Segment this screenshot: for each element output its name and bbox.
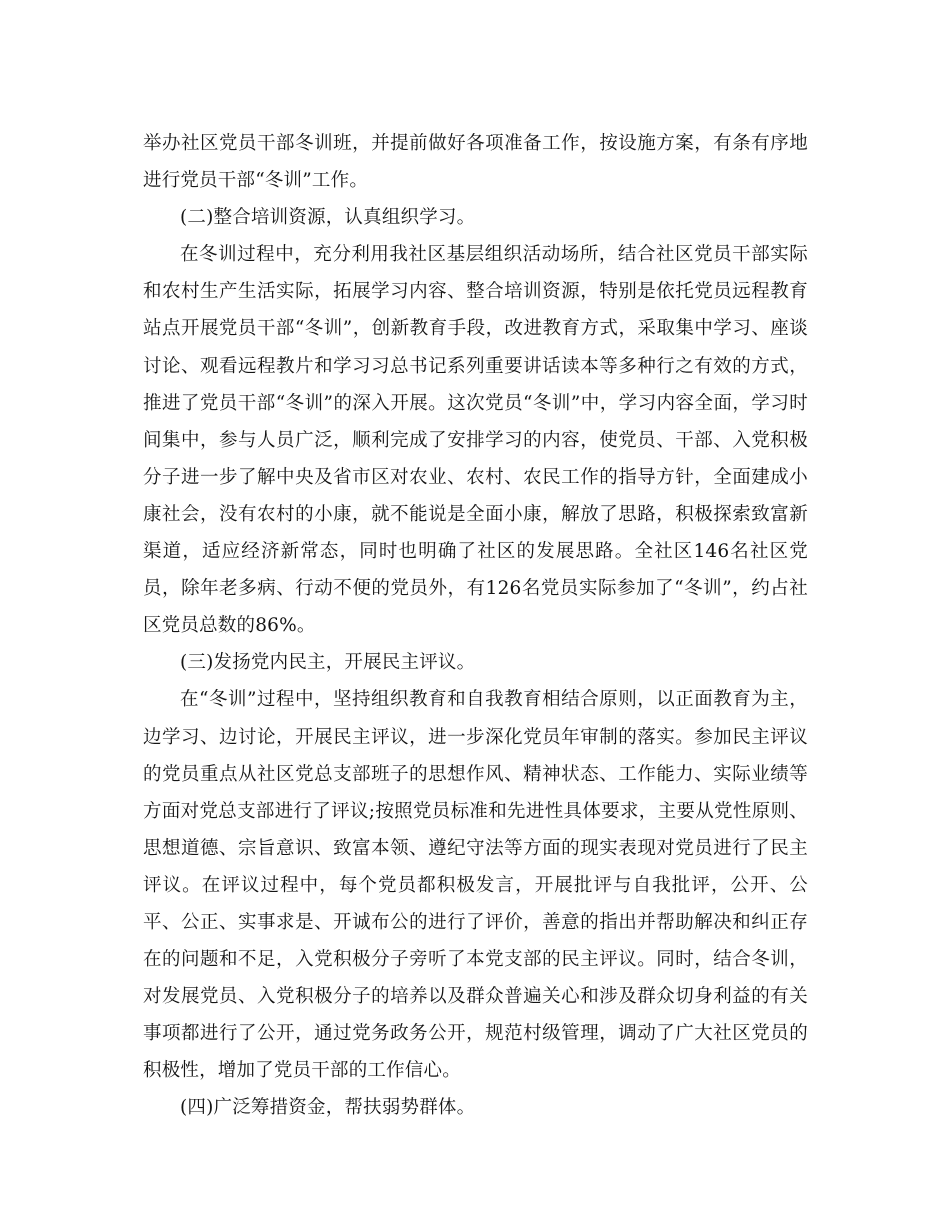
section-heading-2: (二)整合培训资源，认真组织学习。 bbox=[180, 207, 476, 229]
section-heading-3: (三)发扬党内民主，开展民主评议。 bbox=[180, 652, 476, 674]
document-body bbox=[143, 125, 808, 1127]
paragraph-continuation: 举办社区党员干部冬训班，并提前做好各项准备工作，按设施方案，有条有序地进行党员干部“冬训”工作。 bbox=[143, 133, 808, 192]
paragraph-democratic-review: 在“冬训”过程中，坚持组织教育和自我教育相结合原则，以正面教育为主，边学习、边讨论，开展民主评议，进一步深化党员年审制的落实。参加民主评议的党员重点从社区党总支部班子的思想作风、精神状态、工作能力、实际业绩等方面对党总支部进行了评议;按照党员标准和先进性具体要求，主要从党性原则、思想道德、宗旨意识、致富本领、遵纪守法等方面的现实表现对党员进行了民主评议。在评议过程中，每个党员都积极发言，开展批评与自我批评，公开、公平、公正、实事求是、开诚布公的进行了评价，善意的指出并帮助解决和纠正存在的问题和不足，入党积极分子旁听了本党支部的民主评议。同时，结合冬训，对发展党员、入党积极分子的培养以及群众普遍关心和涉及群众切身利益的有关事项都进行了公开，通过党务政务公开，规范村级管理，调动了广大社区党员的积极性，增加了党员干部的工作信心。 bbox=[143, 689, 808, 1082]
section-heading-4: (四)广泛筹措资金，帮扶弱势群体。 bbox=[180, 1097, 476, 1119]
paragraph-training-resources: 在冬训过程中，充分利用我社区基层组织活动场所，结合社区党员干部实际和农村生产生活实际，拓展学习内容、整合培训资源，特别是依托党员远程教育站点开展党员干部“冬训”，创新教育手段，改进教育方式，采取集中学习、座谈讨论、观看远程教片和学习习总书记系列重要讲话读本等多种行之有效的方式，推进了党员干部“冬训”的深入开展。这次党员“冬训”中，学习内容全面，学习时间集中，参与人员广泛，顺利完成了安排学习的内容，使党员、干部、入党积极分子进一步了解中央及省市区对农业、农村、农民工作的指导方针，全面建成小康社会，没有农村的小康，就不能说是全面小康，解放了思路，积极探索致富新渠道，适应经济新常态，同时也明确了社区的发展思路。全社区146名社区党员，除年老多病、行动不便的党员外，有126名党员实际参加了“冬训”，约占社区党员总数的86%。 bbox=[143, 244, 808, 637]
